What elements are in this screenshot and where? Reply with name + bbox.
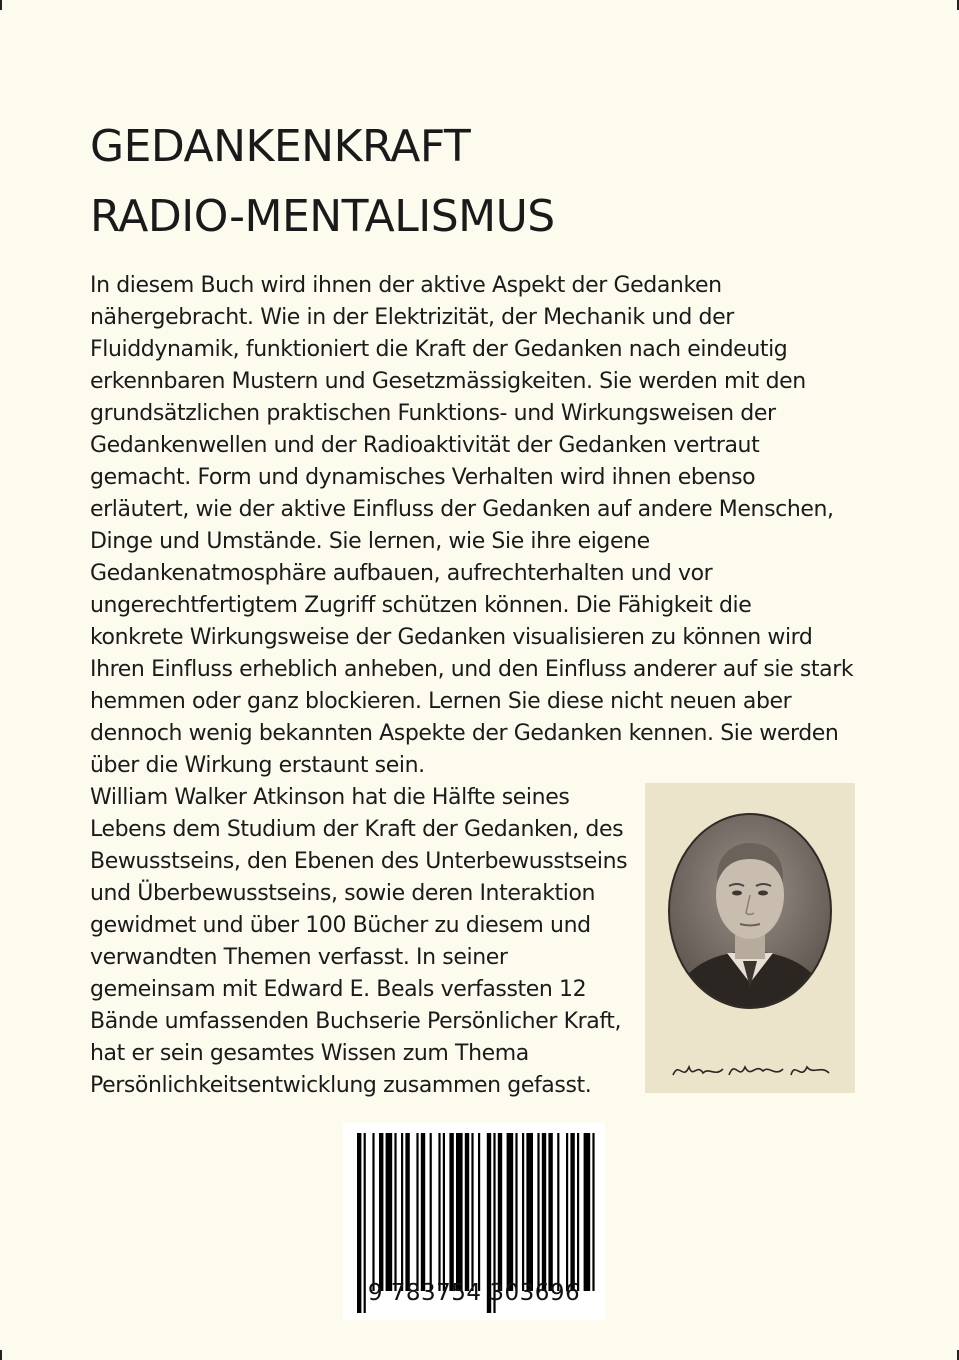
title-line-2: RADIO-MENTALISMUS <box>90 191 555 242</box>
barcode-bar <box>498 1133 502 1291</box>
bio-line: Bewusstseins, den Ebenen des Unterbewusstseins <box>90 849 628 874</box>
barcode-bar <box>570 1133 574 1291</box>
barcode-bar <box>478 1133 480 1291</box>
bio-line: verwandten Themen verfasst. In seiner <box>90 945 508 970</box>
portrait-illustration <box>645 783 855 1093</box>
description-line: Dinge und Umstände. Sie lernen, wie Sie ihre eigene <box>90 529 650 554</box>
bio-line: Bände umfassenden Buchserie Persönlicher Kraft, <box>90 1009 622 1034</box>
bio-line: und Überbewusstseins, sowie deren Interaktion <box>90 881 596 906</box>
barcode-bar <box>394 1133 396 1291</box>
description-line: erkennbaren Mustern und Gesetzmässigkeiten. Sie werden mit den <box>90 369 806 394</box>
barcode-bar <box>386 1133 393 1291</box>
description-line: Ihren Einfluss erheblich anheben, und den Einfluss anderer auf sie stark <box>90 657 854 682</box>
barcode-number: 9 783754 303696 <box>367 1280 581 1306</box>
description-line: Fluiddynamik, funktioniert die Kraft der Gedanken nach eindeutig <box>90 337 788 362</box>
title-line-1: GEDANKENKRAFT <box>90 121 471 172</box>
book-description <box>90 270 870 782</box>
barcode-bar <box>537 1133 539 1291</box>
barcode-bar <box>401 1133 403 1291</box>
description-line: In diesem Buch wird ihnen der aktive Aspekt der Gedanken <box>90 273 722 298</box>
barcode-bar <box>471 1133 473 1291</box>
barcode-bar <box>443 1133 445 1291</box>
book-title <box>90 112 555 252</box>
barcode-bar <box>430 1133 432 1291</box>
barcode-bar <box>438 1133 440 1291</box>
description-line: Gedankenatmosphäre aufbauen, aufrechterhalten und vor <box>90 561 713 586</box>
barcode-bar <box>379 1133 383 1291</box>
description-line: erläutert, wie der aktive Einfluss der Gedanken auf andere Menschen, <box>90 497 834 522</box>
barcode-bar <box>557 1133 559 1291</box>
crop-mark-bottom-left <box>0 1350 2 1360</box>
bio-line: gewidmet und über 100 Bücher zu diesem und <box>90 913 591 938</box>
barcode-bar <box>416 1133 418 1291</box>
bio-line: Lebens dem Studium der Kraft der Gedanken, des <box>90 817 624 842</box>
barcode-bar <box>542 1133 546 1291</box>
description-line: hemmen oder ganz blockieren. Lernen Sie diese nicht neuen aber <box>90 689 792 714</box>
description-line: grundsätzlichen praktischen Funktions- und Wirkungsweisen der <box>90 401 776 426</box>
barcode-bar <box>526 1133 533 1291</box>
barcode-bar <box>465 1133 469 1291</box>
description-line: konkrete Wirkungsweise der Gedanken visualisieren zu können wird <box>90 625 813 650</box>
barcode-bar <box>577 1133 579 1291</box>
description-line: ungerechtfertigtem Zugriff schützen können. Die Fähigkeit die <box>90 593 752 618</box>
barcode-bar <box>515 1133 517 1291</box>
barcode-bar <box>548 1133 552 1291</box>
barcode-bar <box>421 1133 425 1291</box>
barcode-bar <box>372 1133 374 1291</box>
description-line: gemacht. Form und dynamisches Verhalten wird ihnen ebenso <box>90 465 756 490</box>
crop-mark-top-left <box>0 0 2 10</box>
bio-line: gemeinsam mit Edward E. Beals verfassten 12 <box>90 977 587 1002</box>
barcode-bar <box>566 1133 568 1291</box>
bio-line: Persönlichkeitsentwicklung zusammen gefasst. <box>90 1073 592 1098</box>
barcode-bar <box>449 1133 453 1291</box>
bio-line: William Walker Atkinson hat die Hälfte seines <box>90 785 570 810</box>
barcode-bar <box>592 1133 594 1291</box>
barcode-bar <box>522 1133 524 1291</box>
description-line: über die Wirkung erstaunt sein. <box>90 753 425 778</box>
bio-line: hat er sein gesamtes Wissen zum Thema <box>90 1041 529 1066</box>
barcode-bar <box>405 1133 409 1291</box>
description-line: Gedankenwellen und der Radioaktivität der Gedanken vertraut <box>90 433 760 458</box>
author-portrait <box>645 783 855 1093</box>
barcode-bar <box>456 1133 463 1291</box>
description-line: dennoch wenig bekannten Aspekte der Gedanken kennen. Sie werden <box>90 721 839 746</box>
author-bio <box>90 782 650 1102</box>
description-line: nähergebracht. Wie in der Elektrizität, der Mechanik und der <box>90 305 734 330</box>
barcode-bar <box>584 1133 591 1291</box>
barcode-bar <box>507 1133 514 1291</box>
